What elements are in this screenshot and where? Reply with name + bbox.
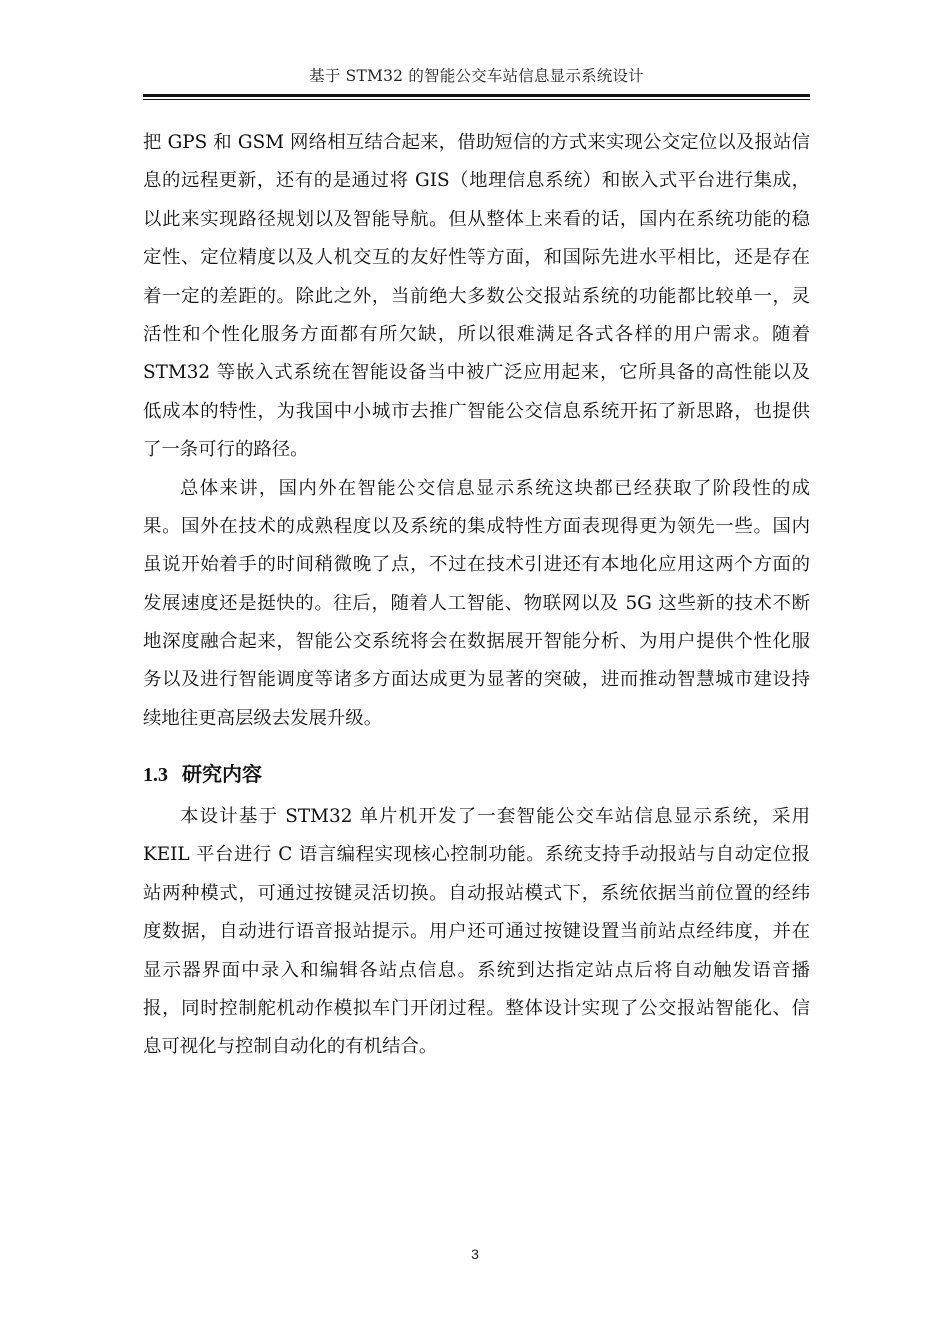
text-line: 度数据，自动进行语音报站提示。用户还可通过按键设置当前站点经纬度，并在 <box>143 921 810 943</box>
text-line: 报，同时控制舵机动作模拟车门开闭过程。整体设计实现了公交报站智能化、信 <box>143 997 810 1019</box>
text-line: 息可视化与控制自动化的有机结合。 <box>143 1036 438 1058</box>
paragraph-3 <box>143 798 810 1067</box>
section-title: 研究内容 <box>182 762 262 786</box>
page-number: 3 <box>471 1246 479 1262</box>
text-line: 地深度融合起来，智能公交系统将会在数据展开智能分析、为用户提供个性化服 <box>143 631 810 653</box>
running-header: 基于 STM32 的智能公交车站信息显示系统设计 <box>309 67 644 85</box>
section-heading <box>143 760 262 789</box>
text-line: 站两种模式，可通过按键灵活切换。自动报站模式下，系统依据当前位置的经纬 <box>143 882 810 904</box>
section-body-text <box>143 798 810 1067</box>
text-line: 虽说开始着手的时间稍微晚了点，不过在技术引进还有本地化应用这两个方面的 <box>143 554 810 576</box>
text-line: 低成本的特性，为我国中小城市去推广智能公交信息系统开拓了新思路，也提供 <box>143 400 810 422</box>
text-line: 了一条可行的路径。 <box>143 439 309 461</box>
text-line: 总体来讲，国内外在智能公交信息显示系统这块都已经获取了阶段性的成 <box>180 477 810 499</box>
text-line: 定性、定位精度以及人机交互的友好性等方面，和国际先进水平相比，还是存在 <box>143 247 810 269</box>
text-line: 以此来实现路径规划以及智能导航。但从整体上来看的话，国内在系统功能的稳 <box>143 208 810 230</box>
text-line: 显示器界面中录入和编辑各站点信息。系统到达指定站点后将自动触发语音播 <box>143 959 810 981</box>
body-text <box>143 124 810 738</box>
text-line: 果。国外在技术的成熟程度以及系统的集成特性方面表现得更为领先一些。国内 <box>143 515 810 537</box>
text-line: 续地往更高层级去发展升级。 <box>143 707 383 729</box>
paragraph-2 <box>143 470 810 739</box>
text-line: 息的远程更新，还有的是通过将 GIS（地理信息系统）和嵌入式平台进行集成， <box>143 170 810 192</box>
text-line: 把 GPS 和 GSM 网络相互结合起来，借助短信的方式来实现公交定位以及报站信 <box>143 132 810 153</box>
header-rule-thick <box>143 94 810 97</box>
text-line: 着一定的差距的。除此之外，当前绝大多数公交报站系统的功能都比较单一，灵 <box>143 285 810 307</box>
text-line: KEIL 平台进行 C 语言编程实现核心控制功能。系统支持手动报站与自动定位报 <box>143 844 810 866</box>
section-number: 1.3 <box>143 764 168 786</box>
text-line: STM32 等嵌入式系统在智能设备当中被广泛应用起来，它所具备的高性能以及 <box>143 362 810 384</box>
text-line: 发展速度还是挺快的。往后，随着人工智能、物联网以及 5G 这些新的技术不断 <box>143 592 810 614</box>
text-line: 务以及进行智能调度等诸多方面达成更为显著的突破，进而推动智慧城市建设持 <box>143 669 810 691</box>
header-rule-thin <box>143 99 810 100</box>
paragraph-1 <box>143 124 810 470</box>
text-line: 本设计基于 STM32 单片机开发了一套智能公交车站信息显示系统，采用 <box>180 806 810 827</box>
text-line: 活性和个性化服务方面都有所欠缺，所以很难满足各式各样的用户需求。随着 <box>143 323 810 345</box>
